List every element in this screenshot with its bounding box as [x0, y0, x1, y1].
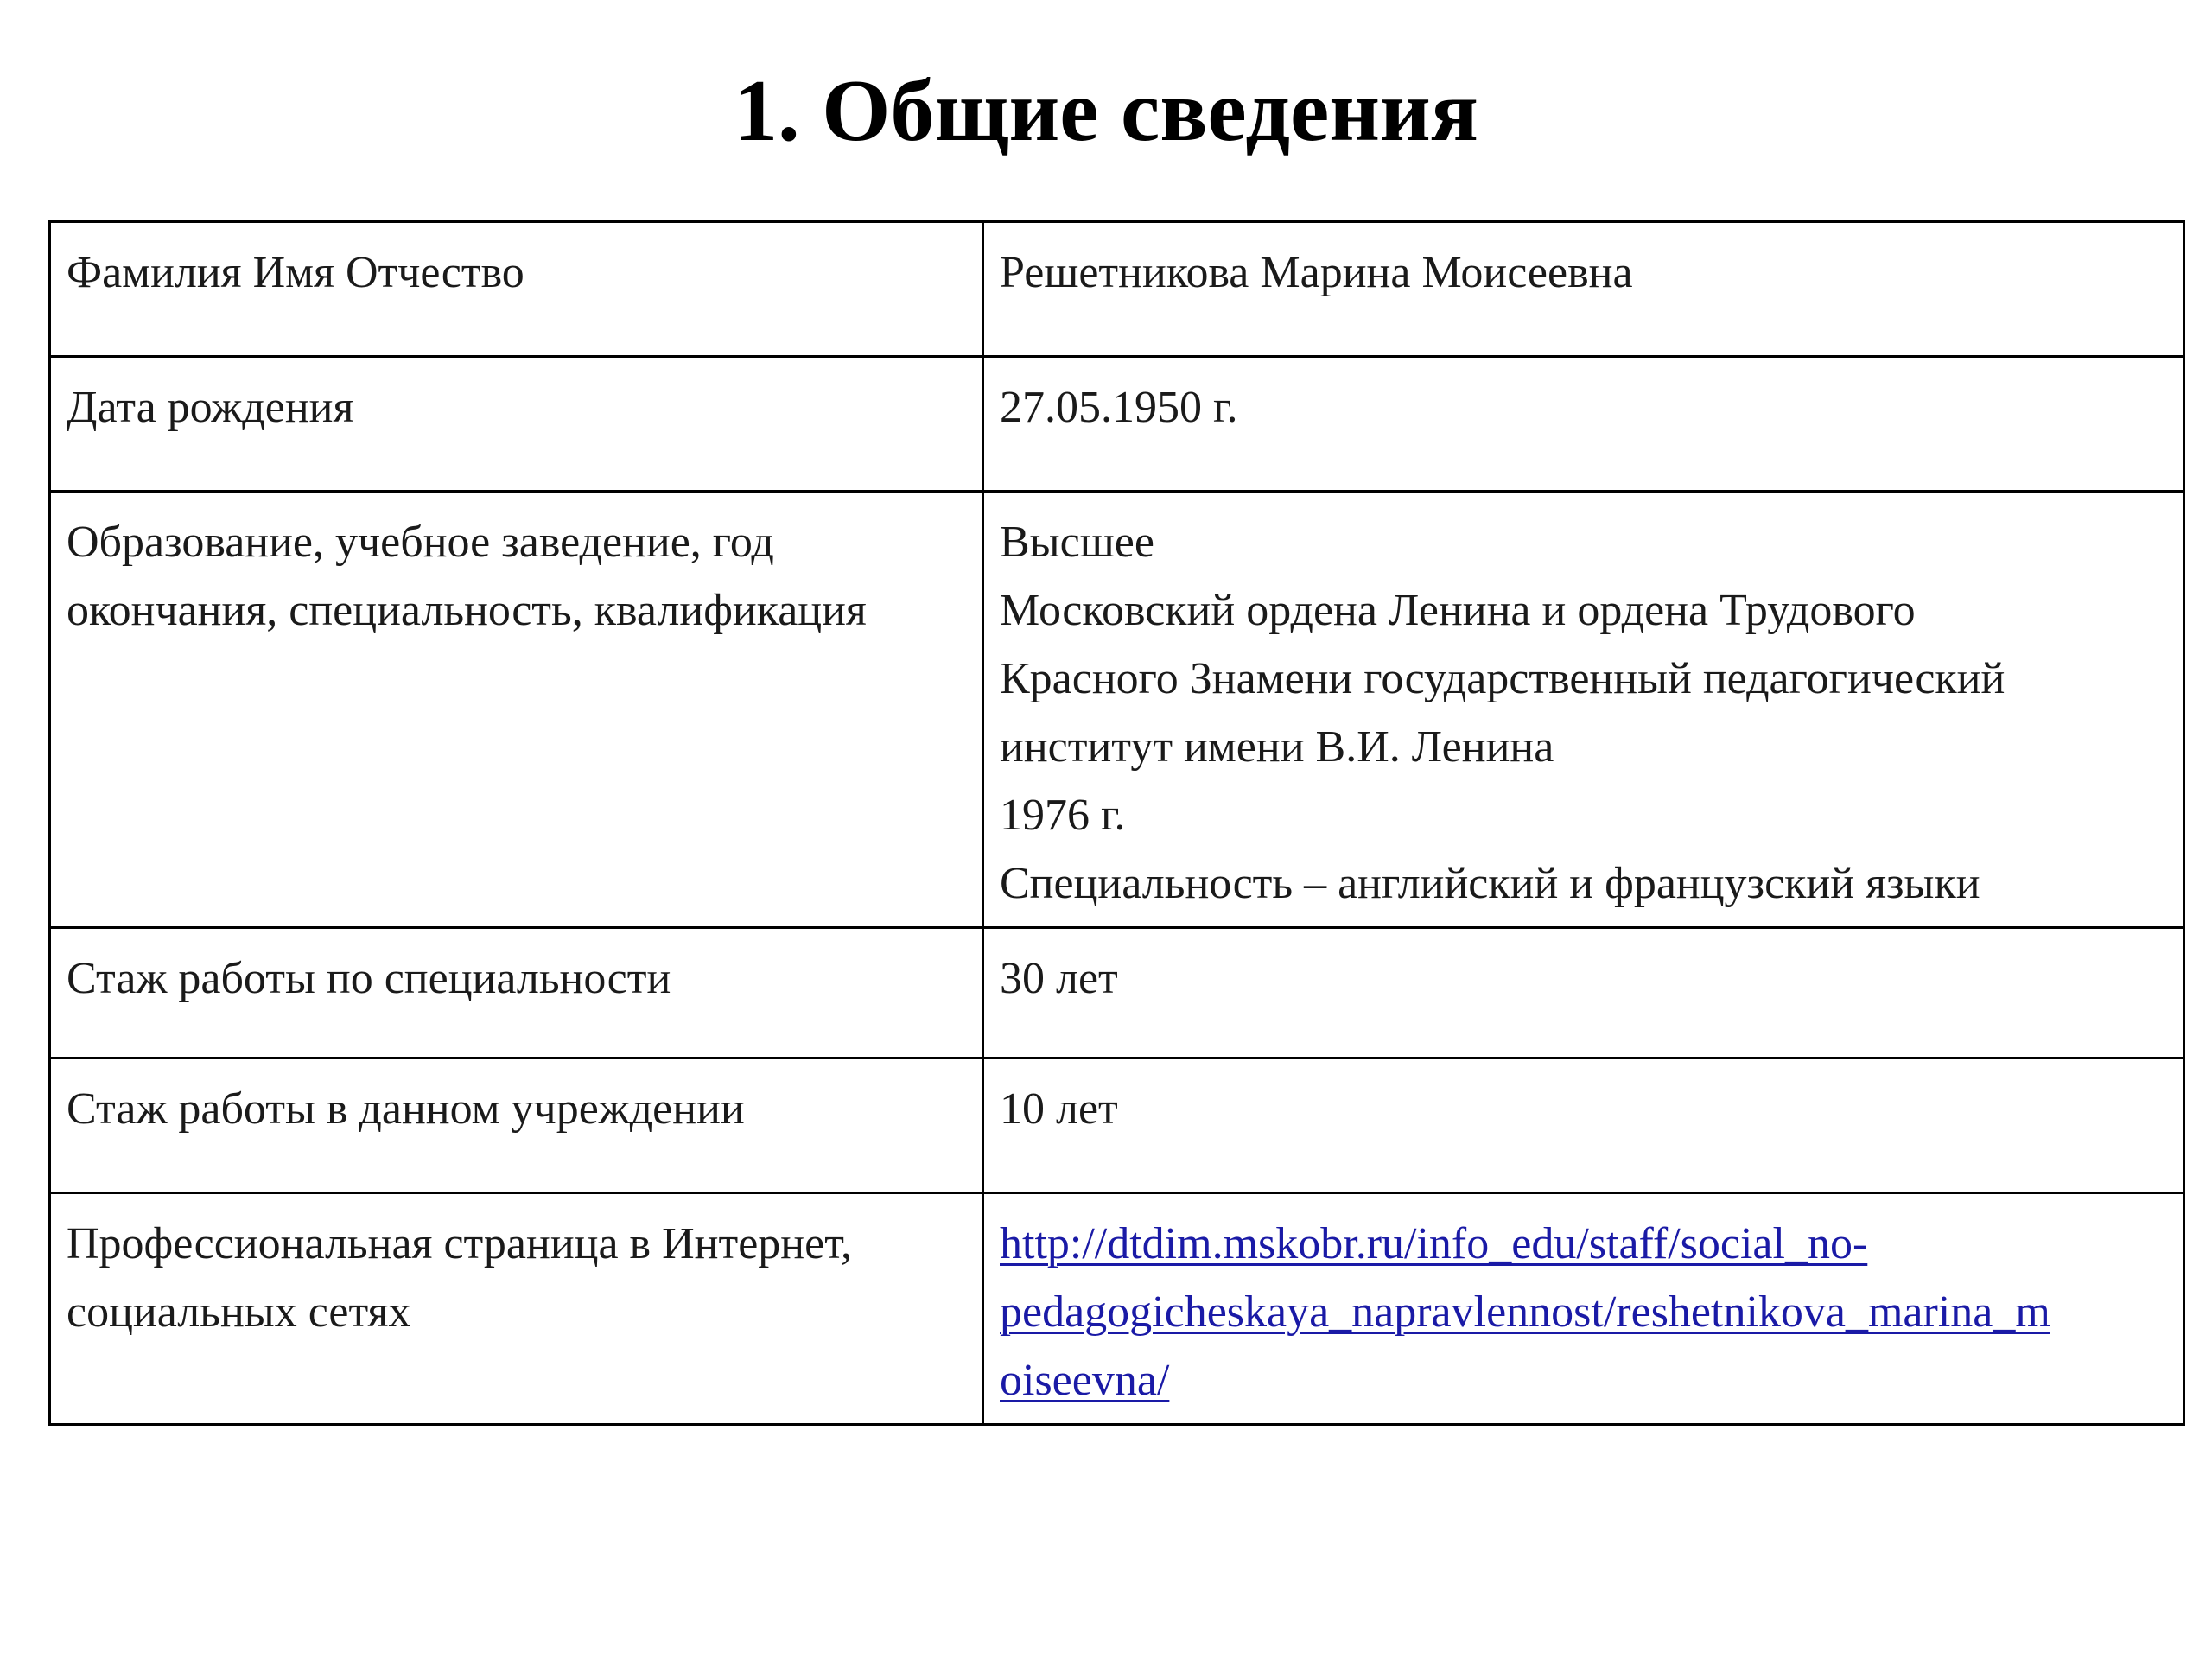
table-row-profile-page — [50, 1193, 2184, 1425]
profile-link-line-2[interactable]: pedagogicheskaya_napravlennost/reshetnikova_marina_m — [1000, 1287, 2050, 1337]
birth-date-value: 27.05.1950 г. — [983, 357, 2184, 492]
profile-page-value — [983, 1193, 2184, 1425]
profile-link-line-1[interactable]: http://dtdim.mskobr.ru/info_edu/staff/social_no- — [1000, 1219, 1868, 1268]
education-value — [983, 492, 2184, 928]
institution-experience-label: Стаж работы в данном учреждении — [50, 1058, 983, 1193]
education-graduation-year: 1976 г. — [1000, 791, 1126, 840]
education-institution-line-2: Красного Знамени государственный педагогический — [1000, 654, 2005, 703]
specialty-experience-label: Стаж работы по специальности — [50, 928, 983, 1058]
table-row-specialty-experience — [50, 928, 2184, 1058]
table-row-full-name — [50, 222, 2184, 357]
table-row-birth-date — [50, 357, 2184, 492]
page-title: 1. Общие сведения — [734, 62, 1478, 160]
table-row-education — [50, 492, 2184, 928]
profile-link-line-3[interactable]: oiseevna/ — [1000, 1356, 1170, 1405]
education-label: Образование, учебное заведение, год окончания, специальность, квалификация — [50, 492, 983, 928]
education-level: Высшее — [1000, 518, 1154, 567]
institution-experience-value: 10 лет — [983, 1058, 2184, 1193]
education-institution-line-1: Московский ордена Ленина и ордена Трудового — [1000, 586, 1916, 635]
full-name-label: Фамилия Имя Отчество — [50, 222, 983, 357]
birth-date-label: Дата рождения — [50, 357, 983, 492]
specialty-experience-value: 30 лет — [983, 928, 2184, 1058]
table-row-institution-experience — [50, 1058, 2184, 1193]
education-institution-line-3: институт имени В.И. Ленина — [1000, 722, 1554, 772]
profile-page-label: Профессиональная страница в Интернет, социальных сетях — [50, 1193, 983, 1425]
general-info-table — [48, 220, 2185, 1426]
full-name-value: Решетникова Марина Моисеевна — [983, 222, 2184, 357]
education-specialty: Специальность – английский и французский языки — [1000, 859, 1980, 908]
profile-page-link[interactable] — [1000, 1210, 2167, 1414]
